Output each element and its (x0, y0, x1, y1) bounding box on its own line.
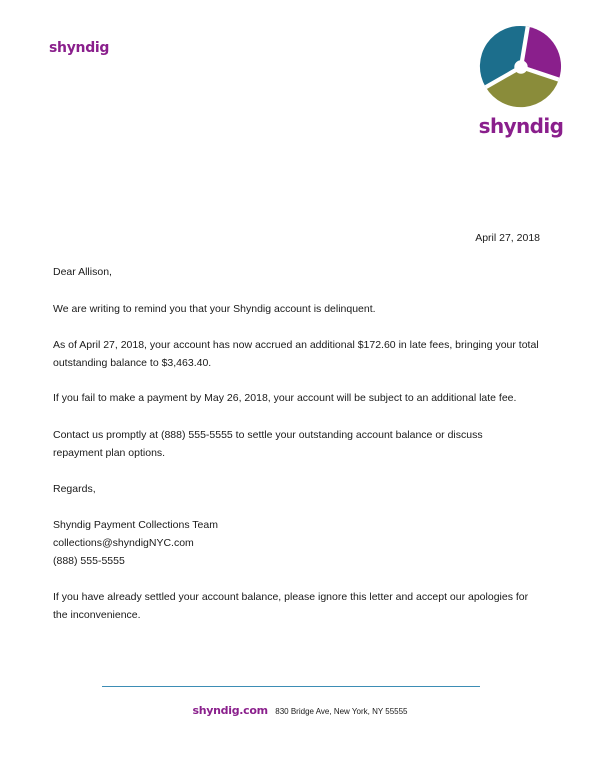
signature-team: Shyndig Payment Collections Team (53, 519, 218, 531)
deadline-paragraph: If you fail to make a payment by May 26, 2018, your account will be subject to an additional late fee. (53, 392, 517, 404)
ignore-line-1: If you have already settled your account balance, please ignore this letter and accept our apologies for (53, 591, 529, 603)
footer-divider (102, 686, 480, 687)
letter-date: April 27, 2018 (475, 232, 540, 244)
contact-line-2: repayment plan options. (53, 447, 166, 459)
footer (0, 701, 600, 719)
footer-website: shyndig.com (192, 704, 268, 717)
ignore-line-2: the inconvenience. (53, 609, 141, 621)
contact-paragraph (53, 426, 540, 462)
signature-email: collections@shyndigNYC.com (53, 537, 194, 549)
balance-line-2: outstanding balance to $3,463.40. (53, 357, 212, 369)
company-logo (476, 22, 566, 140)
logo-wordmark: shyndig (478, 114, 564, 138)
footer-address: 830 Bridge Ave, New York, NY 55555 (275, 707, 408, 716)
balance-paragraph (53, 336, 540, 372)
balance-line-1: As of April 27, 2018, your account has now accrued an additional $172.60 in late fees, bringing your total (53, 339, 539, 351)
closing: Regards, (53, 483, 96, 495)
signature-block (53, 516, 540, 570)
intro-paragraph: We are writing to remind you that your Shyndig account is delinquent. (53, 303, 376, 315)
tri-segment-circle-logo-icon (479, 25, 563, 109)
signature-phone: (888) 555-5555 (53, 555, 125, 567)
header-brand-text: shyndig (49, 40, 110, 56)
ignore-paragraph (53, 588, 540, 624)
salutation: Dear Allison, (53, 266, 112, 278)
contact-line-1: Contact us promptly at (888) 555-5555 to settle your outstanding account balance or discuss (53, 429, 483, 441)
